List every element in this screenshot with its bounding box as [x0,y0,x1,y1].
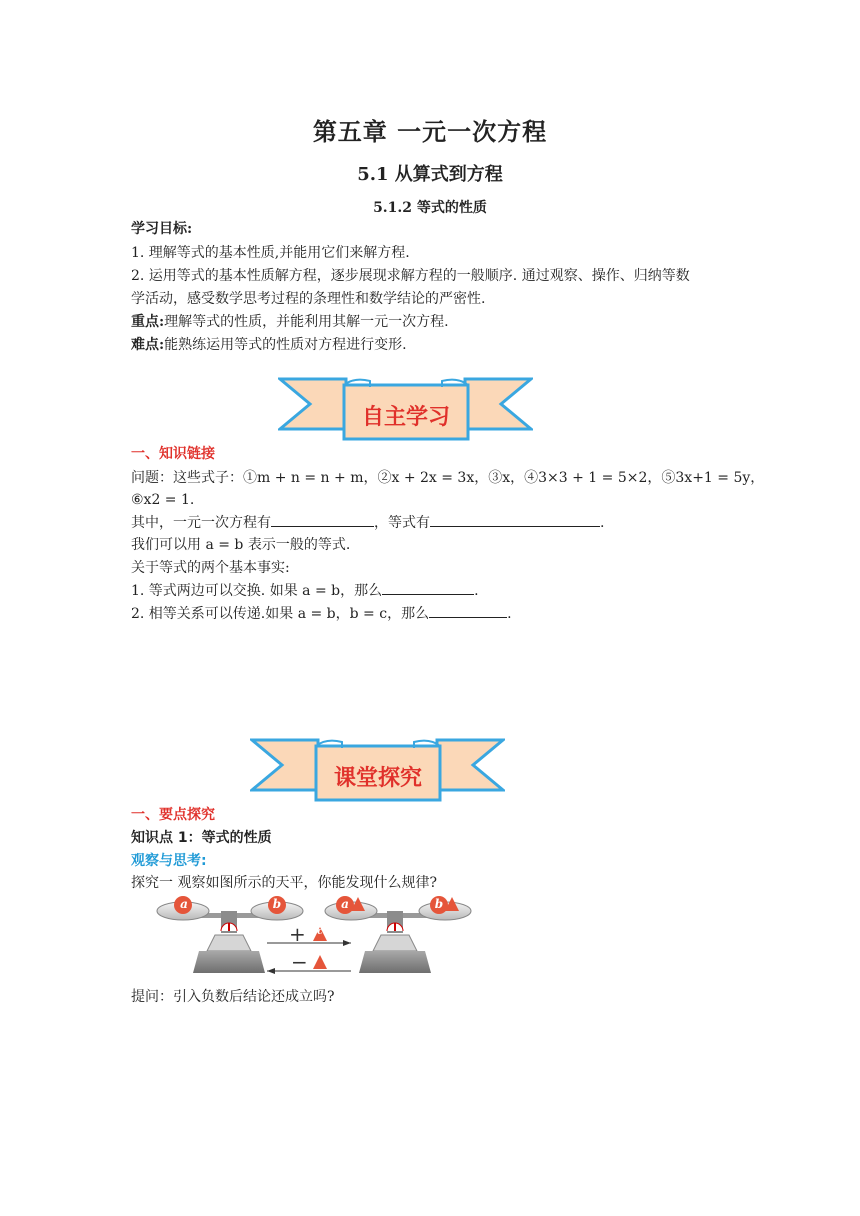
balance-scale-figure [155,893,475,978]
banner-2-label: 课堂探究 [333,766,422,791]
key-point [131,312,449,332]
weight-a-left: a [180,897,188,911]
weight-b-left: b [272,897,282,911]
part1-heading: 一、知识链接 [131,446,215,462]
blank-fact2[interactable] [429,604,507,618]
observe-heading: 观察与思考: [131,853,207,869]
fact-2 [131,604,512,624]
question-line-b: ⑥x2 = 1. [131,492,195,508]
goal-item-2b: 学活动，感受数学思考过程的条理性和数学结论的严密性. [131,291,486,307]
fact1-suffix: . [474,583,479,599]
goals-heading: 学习目标: [131,221,193,237]
question-line-a: 问题：这些式子：①m + n = n + m，②x + 2x = 3x，③x，④3×3 + 1 = 5×2，⑤3x+1 = 5y， [131,470,765,486]
goal-item-2a: 2. 运用等式的基本性质解方程，逐步展现求解方程的一般顺序. 通过观察、操作、归纳等数 [131,268,690,284]
minus-sign: − [291,950,308,974]
equation-line: 我们可以用 a = b 表示一般的等式. [131,537,351,553]
blank-fact1[interactable] [382,581,474,595]
goal-item-1: 1. 理解等式的基本性质,并能用它们来解方程. [131,245,410,261]
difficult-label: 难点: [131,337,165,353]
blank-linear-equations[interactable] [271,513,374,527]
weight-a-right: a [341,897,349,911]
fact1-prefix: 1. 等式两边可以交换. 如果 a = b，那么 [131,583,383,599]
fill1-prefix: 其中，一元一次方程有 [131,515,271,531]
difficult-point [131,335,407,355]
fill-line-1 [131,513,604,533]
plus-sign: + [289,922,306,946]
difficult-text: 能熟练运用等式的性质对方程进行变形. [164,337,407,353]
fill1-mid: ，等式有 [374,515,430,531]
key-text: 理解等式的性质，并能利用其解一元一次方程. [164,314,449,330]
blank-equalities[interactable] [430,513,600,527]
weight-b-right: b [434,897,444,911]
weight-c-plus: c [317,927,323,937]
subsection-title: 5.1.2 等式的性质 [373,200,487,216]
fact2-suffix: . [507,606,512,622]
facts-heading: 关于等式的两个基本事实: [131,560,290,576]
fill1-suffix: . [600,515,605,531]
knowledge-point-1: 知识点 1：等式的性质 [131,830,272,846]
section-title: 5.1 从算式到方程 [357,164,503,185]
explore-1: 探究一 观察如图所示的天平，你能发现什么规律? [131,875,437,891]
question-negative: 提问：引入负数后结论还成立吗? [131,989,335,1005]
chapter-title: 第五章 一元一次方程 [312,117,548,146]
key-label: 重点: [131,314,165,330]
fact-1 [131,581,479,601]
fact2-prefix: 2. 相等关系可以传递.如果 a = b，b = c，那么 [131,606,430,622]
banner-1-label: 自主学习 [361,405,450,430]
part2-heading: 一、要点探究 [131,807,215,823]
